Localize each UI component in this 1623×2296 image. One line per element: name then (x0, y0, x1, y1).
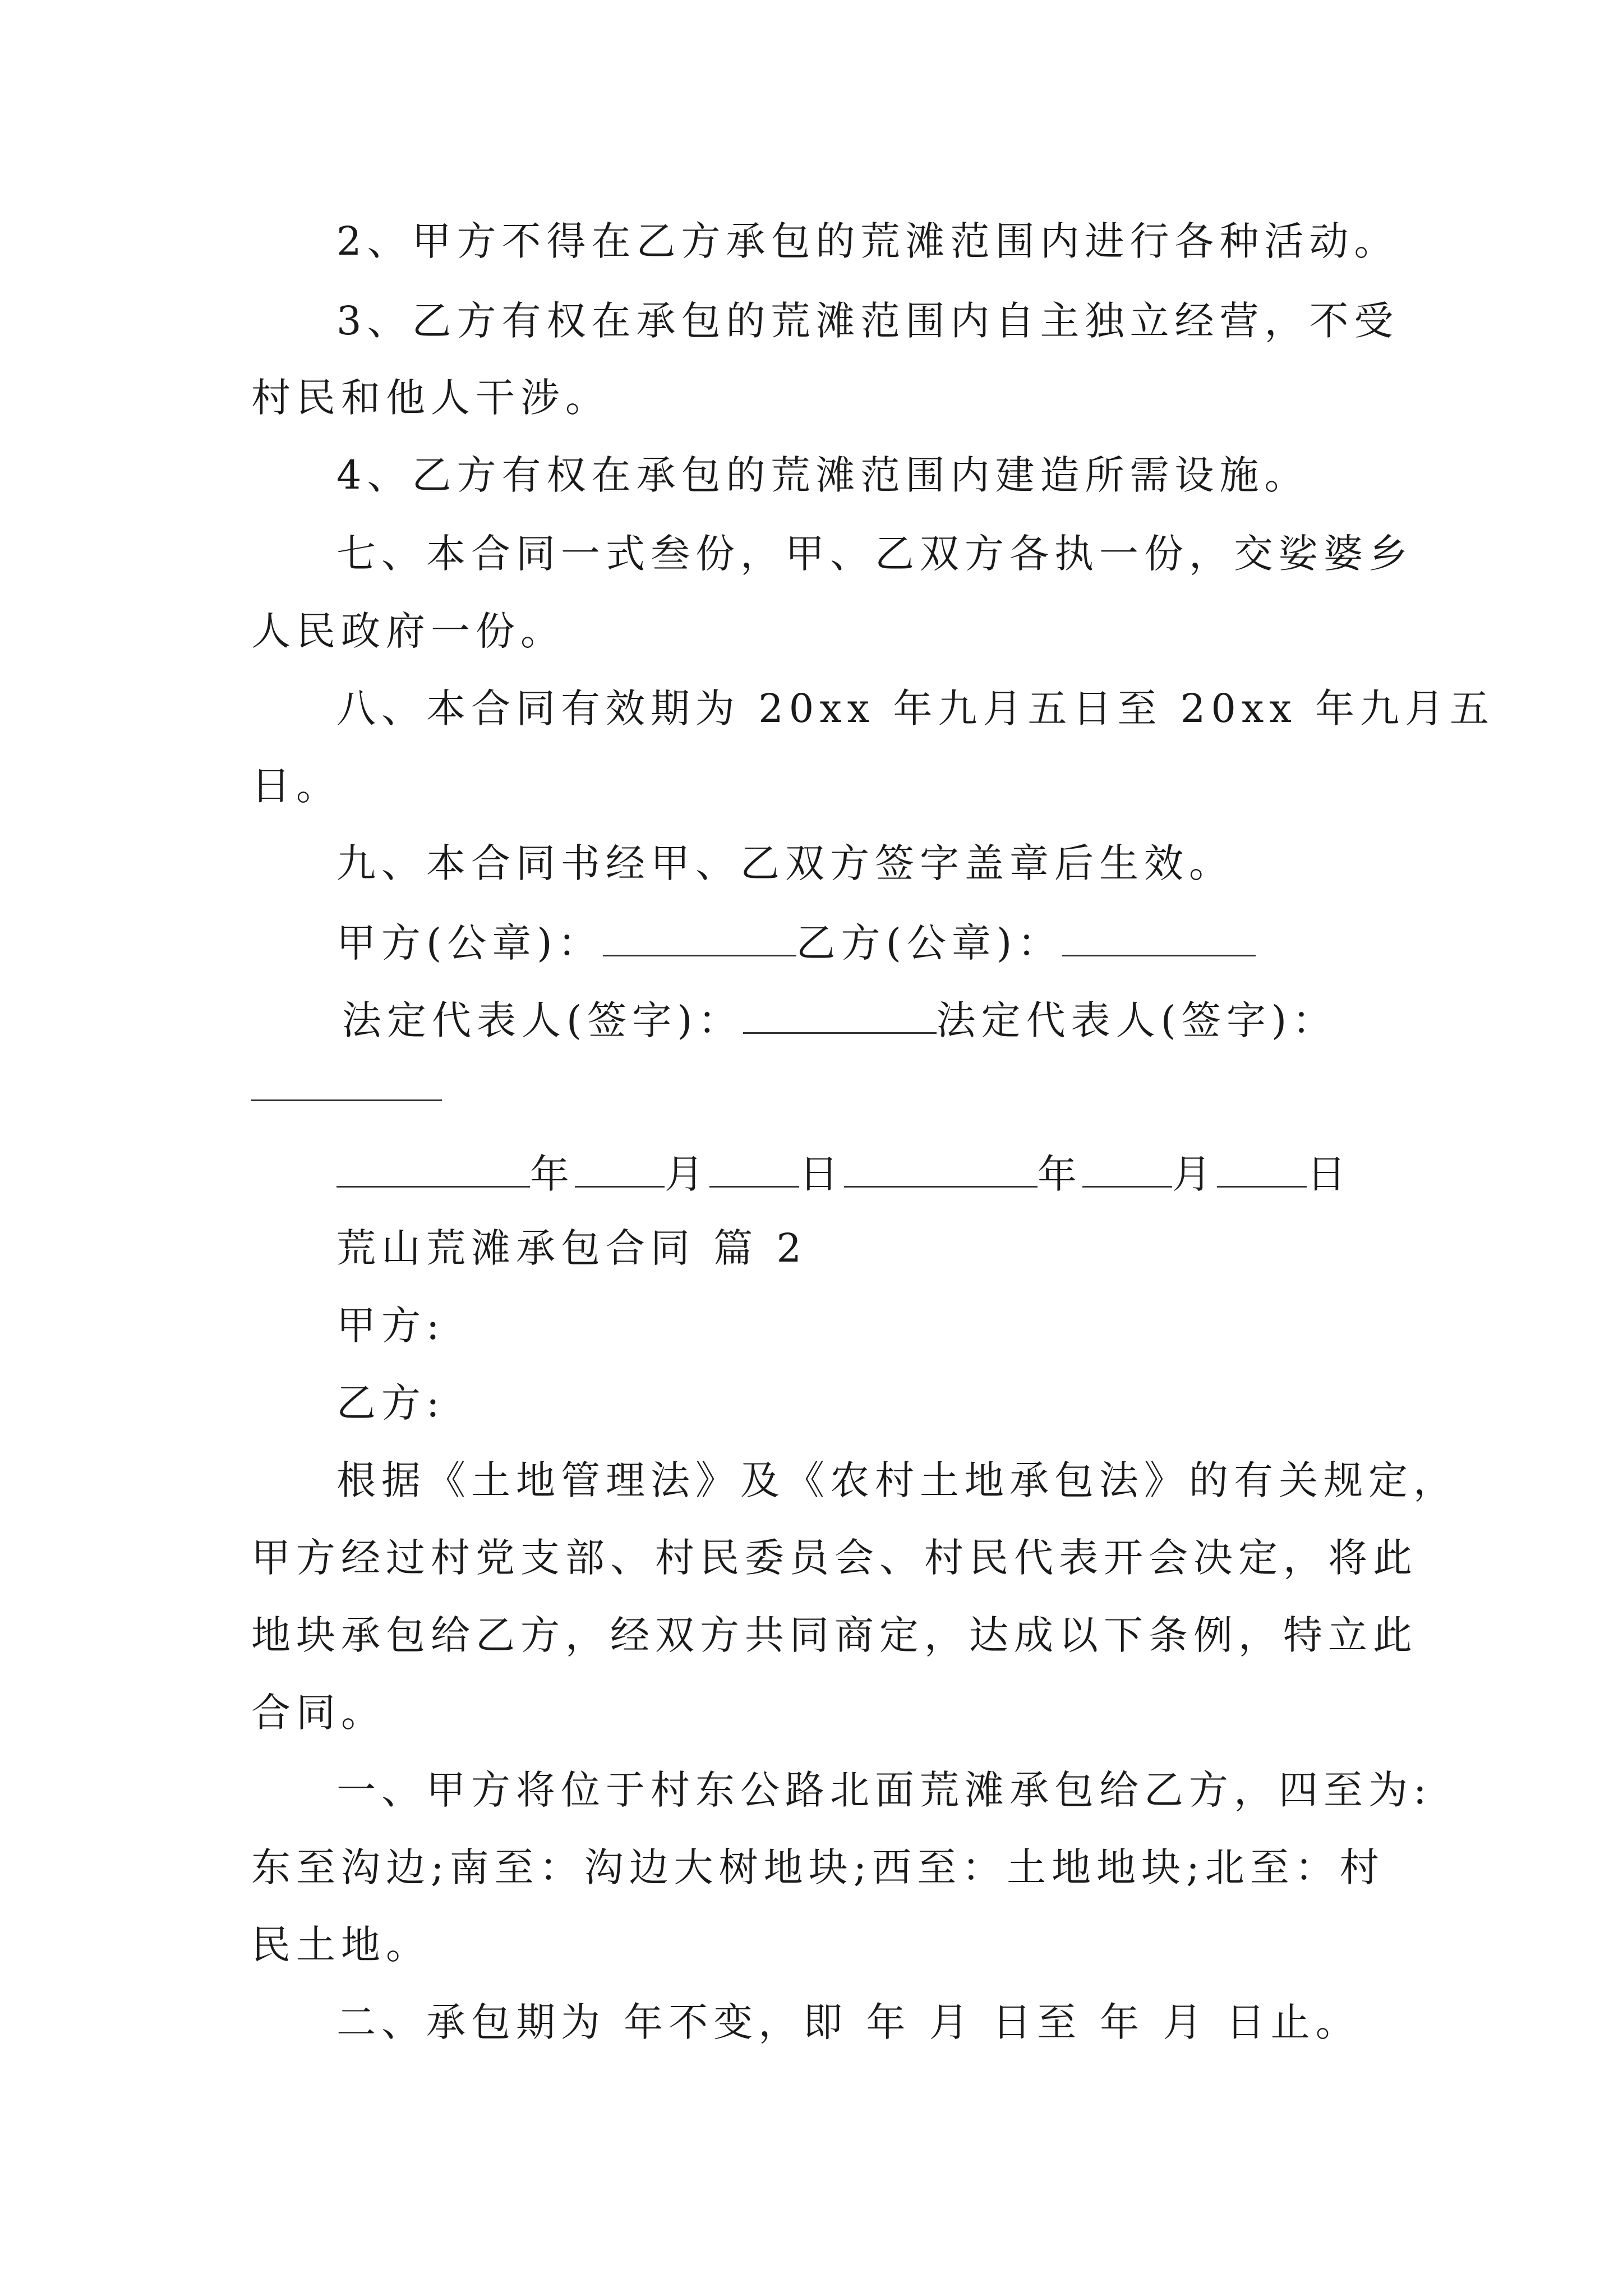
party-a-seal-label: 甲方(公章)： (336, 920, 603, 966)
date-a-day: 日 (799, 1151, 844, 1197)
date-a-day-blank (709, 1147, 799, 1188)
date-b-year: 年 (1038, 1151, 1082, 1197)
paragraph-line: 人民政府一份。 (251, 608, 565, 654)
paragraph-line: 一、甲方将位于村东公路北面荒滩承包给乙方，四至为: (336, 1767, 1432, 1813)
party-b-label: 乙方: (336, 1380, 445, 1426)
paragraph-line: 九、本合同书经甲、乙双方签字盖章后生效。 (336, 840, 1234, 886)
date-b-day: 日 (1307, 1151, 1352, 1197)
section-title: 荒山荒滩承包合同 篇 2 (336, 1225, 808, 1271)
paragraph-line: 民土地。 (251, 1922, 431, 1968)
rep-b-blank (251, 1099, 442, 1101)
date-b-day-blank (1217, 1147, 1307, 1188)
party-b-seal-label: 乙方(公章)： (796, 920, 1063, 966)
paragraph-line: 甲方经过村党支部、村民委员会、村民代表开会决定，将此 (251, 1535, 1418, 1581)
paragraph-line: 七、本合同一式叁份，甲、乙双方各执一份，交娑婆乡 (336, 531, 1413, 577)
paragraph-line: 日。 (251, 763, 341, 809)
signature-line-seal (336, 915, 1391, 968)
signature-line-rep (342, 993, 1396, 1046)
date-a-month-blank (575, 1147, 665, 1188)
paragraph-line: 4、乙方有权在承包的荒滩范围内建造所需设施。 (336, 452, 1310, 498)
paragraph-line: 二、承包期为 年不变，即 年 月 日至 年 月 日止。 (336, 1999, 1361, 2045)
party-a-label: 甲方: (336, 1303, 445, 1349)
paragraph-line: 3、乙方有权在承包的荒滩范围内自主独立经营，不受 (336, 298, 1399, 344)
paragraph-line: 东至沟边;南至：沟边大树地块;西至：土地地块;北至：村 (251, 1844, 1385, 1890)
paragraph-line: 合同。 (251, 1690, 386, 1736)
party-b-seal-blank (1062, 915, 1256, 956)
date-line (336, 1147, 1391, 1199)
date-a-year-blank (336, 1147, 530, 1188)
paragraph-line: 根据《土地管理法》及《农村土地承包法》的有关规定， (336, 1457, 1458, 1503)
rep-b-label: 法定代表人(签字)： (936, 997, 1338, 1043)
paragraph-line: 2、甲方不得在乙方承包的荒滩范围内进行各种活动。 (336, 218, 1399, 264)
party-a-seal-blank (603, 915, 796, 956)
date-a-month: 月 (665, 1151, 709, 1197)
rep-a-blank (743, 993, 937, 1034)
date-a-year: 年 (530, 1151, 575, 1197)
rep-a-label: 法定代表人(签字)： (342, 997, 743, 1043)
date-b-year-blank (844, 1147, 1038, 1188)
paragraph-line: 八、本合同有效期为 20xx 年九月五日至 20xx 年九月五 (336, 685, 1495, 731)
date-b-month: 月 (1172, 1151, 1217, 1197)
paragraph-line: 村民和他人干涉。 (251, 375, 610, 421)
paragraph-line: 地块承包给乙方，经双方共同商定，达成以下条例，特立此 (251, 1612, 1418, 1658)
date-b-month-blank (1082, 1147, 1172, 1188)
